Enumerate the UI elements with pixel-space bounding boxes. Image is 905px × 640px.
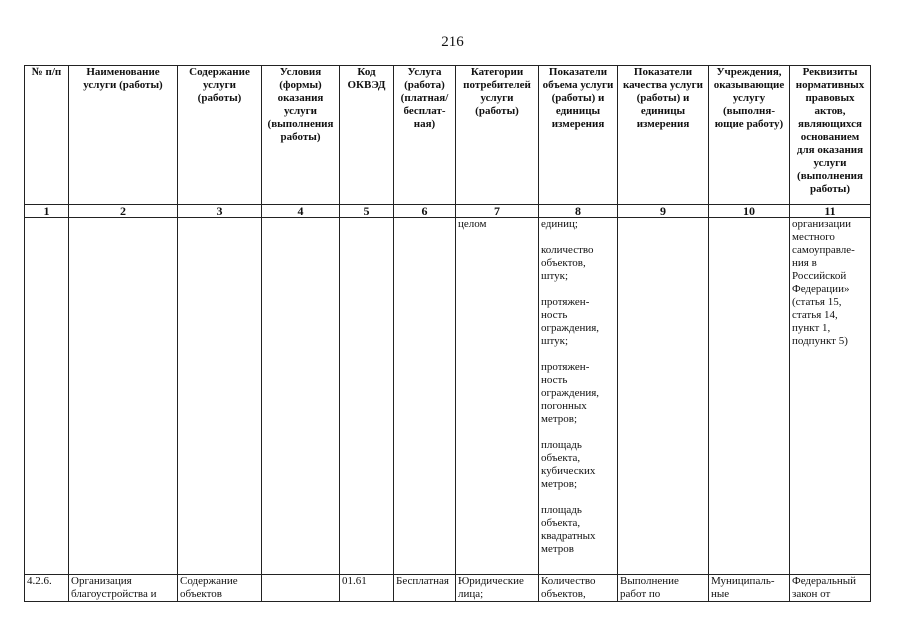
column-number: 3 bbox=[178, 205, 262, 218]
header-row bbox=[25, 66, 871, 205]
header-cell-content: Содержание услуги (работы) bbox=[178, 66, 262, 205]
header-cell-institutions: Учреждения, оказывающие услугу (выполня-ющие работу) bbox=[709, 66, 790, 205]
table-cell bbox=[618, 218, 709, 575]
services-table bbox=[24, 65, 871, 602]
column-number: 5 bbox=[340, 205, 394, 218]
volume-item: протяжен- ность ограждения, штук; bbox=[541, 296, 600, 347]
volume-item: единиц; bbox=[541, 218, 578, 230]
header-cell-name: Наименование услуги (работы) bbox=[69, 66, 178, 205]
page-number: 216 bbox=[441, 34, 464, 50]
column-number: 7 bbox=[456, 205, 539, 218]
column-number: 10 bbox=[709, 205, 790, 218]
column-number-row bbox=[25, 205, 871, 218]
header-cell-legal-acts: Реквизиты нормативных правовых актов, являющихся основанием для оказания услуги (выполнения работы) bbox=[790, 66, 871, 205]
volume-item: площадь объекта, квадратных метров bbox=[541, 504, 596, 555]
table-cell bbox=[394, 218, 456, 575]
legal-acts-cell: Федеральный закон от bbox=[790, 575, 871, 602]
header-cell-quality: Показатели качества услуги (работы) и единицы измерения bbox=[618, 66, 709, 205]
table-row bbox=[25, 575, 871, 602]
paid-cell: Бесплатная bbox=[394, 575, 456, 602]
column-number: 9 bbox=[618, 205, 709, 218]
column-number: 11 bbox=[790, 205, 871, 218]
table-cell bbox=[178, 218, 262, 575]
table-cell bbox=[340, 218, 394, 575]
quality-cell: Выполнение работ по bbox=[618, 575, 709, 602]
content-cell: Содержание объектов bbox=[178, 575, 262, 602]
header-cell-number: № п/п bbox=[25, 66, 69, 205]
service-name-cell: Организация благоустройства и bbox=[69, 575, 178, 602]
header-cell-volume: Показатели объема услуги (работы) и единицы измерения bbox=[539, 66, 618, 205]
consumers-cell: Юридические лица; bbox=[456, 575, 539, 602]
volume-cell: Количество объектов, bbox=[539, 575, 618, 602]
table-cell bbox=[709, 218, 790, 575]
conditions-cell bbox=[262, 575, 340, 602]
header-cell-okved: Код ОКВЭД bbox=[340, 66, 394, 205]
header-cell-paid: Услуга (работа) (платная/ бесплат-ная) bbox=[394, 66, 456, 205]
volume-item: протяжен- ность ограждения, погонных метров; bbox=[541, 361, 600, 425]
volume-item: количество объектов, штук; bbox=[541, 244, 594, 282]
table-row bbox=[25, 218, 871, 575]
header-cell-conditions: Условия (формы) оказания услуги (выполнения работы) bbox=[262, 66, 340, 205]
table-cell bbox=[25, 218, 69, 575]
institutions-cell: Муниципаль- ные bbox=[709, 575, 790, 602]
column-number: 6 bbox=[394, 205, 456, 218]
consumers-cell: целом bbox=[456, 218, 539, 575]
okved-cell: 01.61 bbox=[340, 575, 394, 602]
column-number: 4 bbox=[262, 205, 340, 218]
volume-cell bbox=[539, 218, 618, 575]
table-cell bbox=[262, 218, 340, 575]
header-cell-consumers: Категории потребителей услуги (работы) bbox=[456, 66, 539, 205]
volume-item: площадь объекта, кубических метров; bbox=[541, 439, 596, 490]
column-number: 2 bbox=[69, 205, 178, 218]
row-number-cell: 4.2.6. bbox=[25, 575, 69, 602]
column-number: 1 bbox=[25, 205, 69, 218]
column-number: 8 bbox=[539, 205, 618, 218]
table-cell bbox=[69, 218, 178, 575]
legal-acts-cell: организации местного самоуправле- ния в Российской Федерации» (статья 15, статья 14, пункт 1, подпункт 5) bbox=[790, 218, 871, 575]
